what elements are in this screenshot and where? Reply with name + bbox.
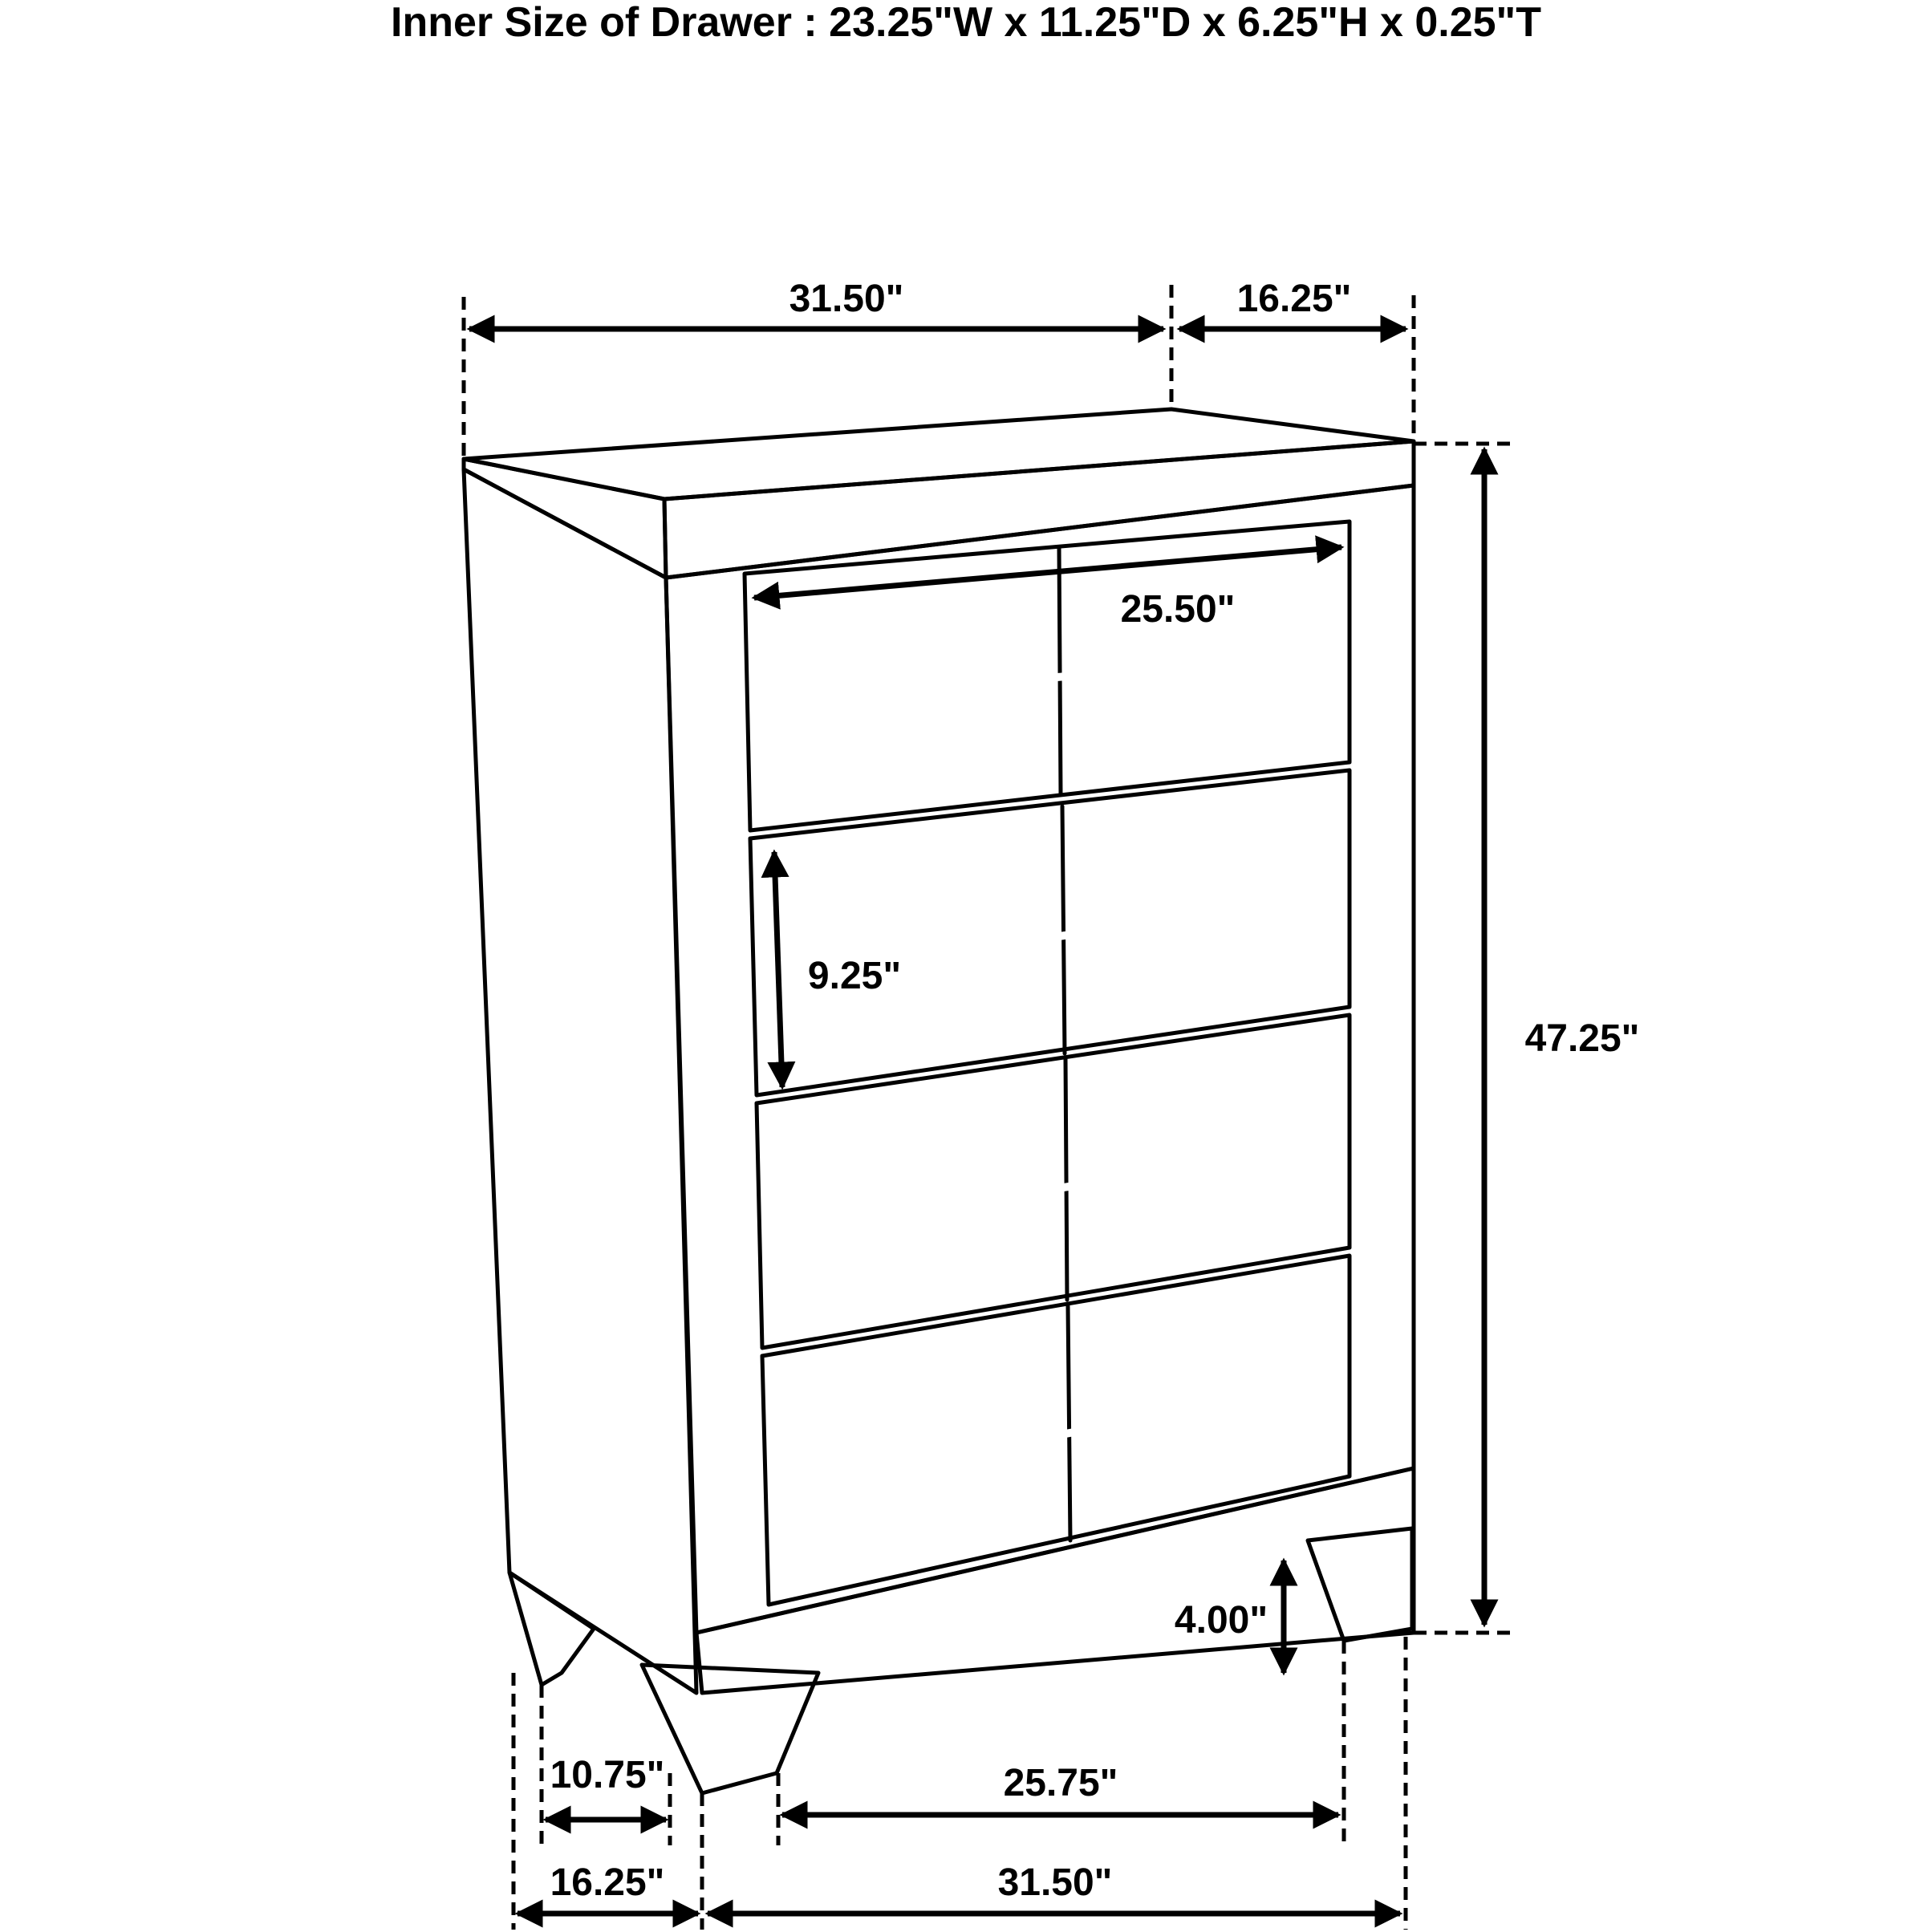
label-leg-side-span: 10.75" xyxy=(550,1754,665,1796)
label-top-width: 31.50" xyxy=(789,278,904,320)
dimension-arrows xyxy=(469,329,1484,1914)
diagram-title: Inner Size of Drawer : 23.25"W x 11.25"D x 6.25"H x 0.25"T xyxy=(391,0,1541,46)
chest-base xyxy=(696,1468,1414,1693)
arrow-drawer-height xyxy=(774,852,782,1087)
drawer-3 xyxy=(757,1015,1350,1348)
chest-illustration xyxy=(464,409,1414,1793)
label-top-depth: 16.25" xyxy=(1236,278,1352,320)
label-drawer-height: 9.25" xyxy=(807,955,902,997)
chest-side-panel xyxy=(464,469,696,1693)
label-drawer-width: 25.50" xyxy=(1120,588,1236,631)
leg-front-right xyxy=(1308,1528,1412,1641)
label-leg-front-span: 25.75" xyxy=(1003,1762,1118,1804)
leg-back-left xyxy=(509,1573,594,1685)
extension-lines xyxy=(464,285,1516,1930)
label-overall-height: 47.25" xyxy=(1524,1017,1640,1060)
chest-top-front-edge xyxy=(664,441,1414,578)
label-bottom-width: 31.50" xyxy=(997,1861,1113,1904)
label-leg-height: 4.00" xyxy=(1174,1599,1268,1642)
label-bottom-depth: 16.25" xyxy=(550,1861,665,1904)
